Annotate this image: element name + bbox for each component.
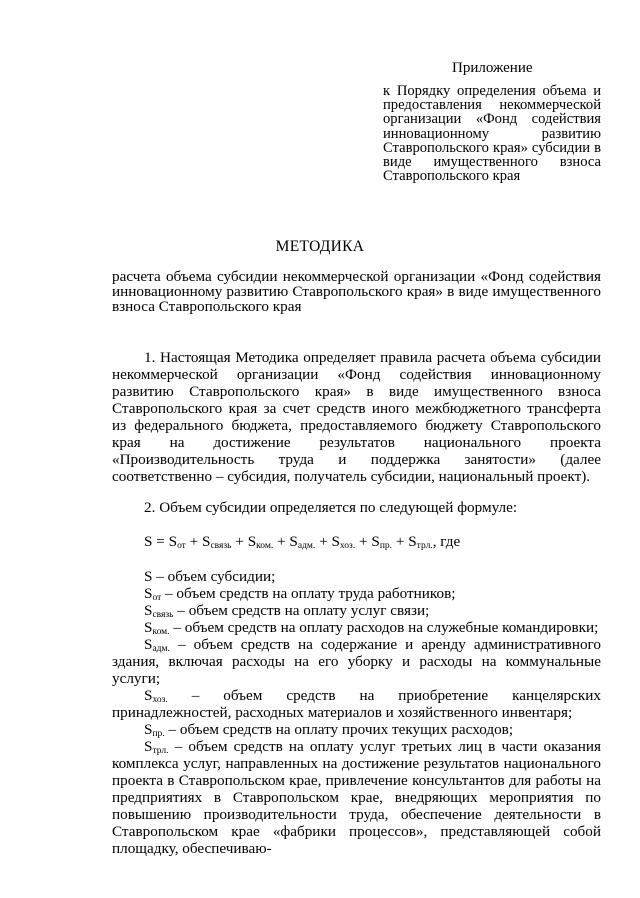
formula-plus: + — [273, 533, 290, 550]
definition-subscript: пр. — [152, 729, 165, 739]
definition-subscript: от — [152, 593, 162, 603]
definition-symbol: S — [144, 602, 153, 619]
formula-plus: + — [315, 533, 332, 550]
formula-term-base: S — [371, 533, 380, 550]
definition-text: – объем субсидии; — [152, 568, 276, 585]
definition-symbol: S — [144, 568, 153, 585]
formula-term — [202, 533, 232, 550]
definition-text: – объем средств на оплату прочих текущих расходов; — [164, 721, 514, 738]
formula-term — [408, 533, 432, 550]
definition-item — [112, 619, 601, 636]
definition-item — [112, 687, 601, 721]
formula-lhs: S = — [144, 533, 169, 550]
definition-text: – объем средств на оплату труда работников; — [161, 585, 456, 602]
definition-item — [112, 585, 601, 602]
definition-symbol: S — [144, 636, 153, 653]
formula-terms — [169, 533, 433, 550]
formula-term-base: S — [331, 533, 340, 550]
formula-term-subscript: хоз. — [339, 541, 356, 551]
formula-term-subscript: от — [177, 541, 186, 551]
definition-text: – объем средств на приобретение канцелярских принадлежностей, расходных материалов и хозяйственного инвентаря; — [112, 687, 601, 721]
definition-subscript: адм. — [152, 644, 170, 654]
definition-symbol: S — [144, 738, 153, 755]
definition-symbol: S — [144, 721, 153, 738]
formula-plus: + — [231, 533, 248, 550]
formula-term — [371, 533, 392, 550]
formula-term-subscript: трл. — [416, 541, 433, 551]
definition-symbol: S — [144, 687, 153, 704]
formula-term-subscript: адм. — [297, 541, 316, 551]
definition-item — [112, 602, 601, 619]
formula-term-subscript: связь — [210, 541, 232, 551]
formula-term — [331, 533, 355, 550]
definition-symbol: S — [144, 585, 153, 602]
appendix-reference: к Порядку определения объема и предоставления некоммерческой организации «Фонд содействия инновационному развитию Ставропольского края» субсидии в виде имущественного взноса Ставропольского края — [383, 83, 601, 185]
document-subheading: расчета объема субсидии некоммерческой организации «Фонд содействия инновационному развитию Ставропольского края» в виде имущественного взноса Ставропольского края — [112, 268, 601, 315]
document-heading: МЕТОДИКА — [275, 238, 365, 255]
definition-text: – объем средств на оплату расходов на служебные командировки; — [169, 619, 599, 636]
definition-symbol: S — [144, 619, 153, 636]
paragraph-2: 2. Объем субсидии определяется по следующей формуле: — [144, 499, 518, 516]
definition-text: – объем средств на оплату услуг третьих лиц в части оказания комплекса услуг, направленных на достижение результатов национального проекта в Ставропольском крае, привлечение консультантов для работы на предприятиях в Ставропольском крае, внедряющих мероприятия по повышению производительности труда, обеспечение деятельности в Ставропольском крае «фабрики процессов», представляющей собой площадку, обеспечиваю- — [112, 738, 601, 857]
formula-term — [248, 533, 274, 550]
formula-term-base: S — [202, 533, 211, 550]
definition-text: – объем средств на содержание и аренду административного здания, включая расходы на его уборку и расходы на коммунальные услуги; — [112, 636, 601, 687]
definition-subscript: трл. — [152, 746, 169, 756]
formula-plus: + — [185, 533, 203, 550]
formula-tail: , где — [432, 533, 461, 550]
definition-subscript: ком. — [152, 627, 170, 637]
formula-term-base: S — [408, 533, 417, 550]
formula-term-base: S — [289, 533, 298, 550]
formula-term — [289, 533, 315, 550]
formula-term-base: S — [247, 533, 257, 550]
subsidy-formula — [144, 534, 460, 551]
formula-term-subscript: ком. — [256, 541, 274, 551]
appendix-title: Приложение — [452, 60, 533, 76]
formula-term-base: S — [168, 533, 178, 550]
formula-plus: + — [392, 533, 409, 550]
definition-subscript: связь — [152, 610, 174, 620]
definition-item — [112, 738, 601, 857]
definition-item — [112, 568, 601, 585]
paragraph-1-text: 1. Настоящая Методика определяет правила расчета объема субсидии некоммерческой организации «Фонд содействия инновационному развитию Ставропольского края» в виде имущественного взноса Ставропольского края за счет средств иного межбюджетного трансферта из федерального бюджета, предоставляемого бюджету Ставропольского края на достижение результатов национального проекта «Производительность труда и поддержка занятости» (далее соответственно – субсидия, получатель субсидии, национальный проект). — [112, 349, 601, 485]
definitions-list — [112, 568, 601, 857]
paragraph-1 — [112, 349, 601, 485]
definition-item — [112, 721, 601, 738]
definition-text: – объем средств на оплату услуг связи; — [173, 602, 430, 619]
definition-item — [112, 636, 601, 687]
formula-term — [169, 533, 186, 550]
definition-subscript: хоз. — [152, 695, 168, 705]
formula-term-subscript: пр. — [379, 541, 393, 551]
formula-plus: + — [355, 533, 372, 550]
